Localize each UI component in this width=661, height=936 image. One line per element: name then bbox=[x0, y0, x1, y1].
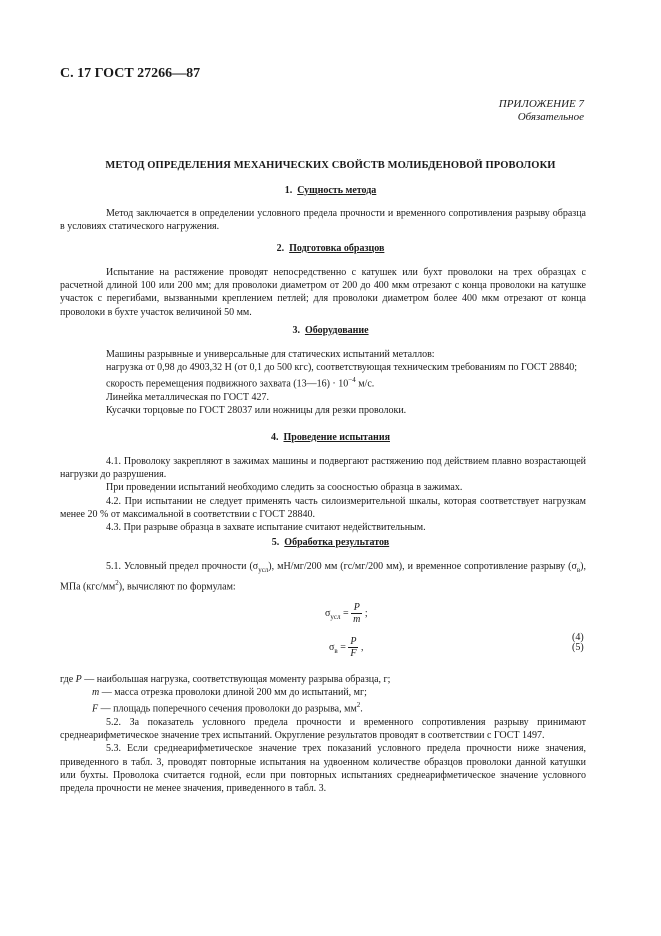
formula-5-numerator: P bbox=[350, 636, 357, 647]
where-line-p bbox=[60, 673, 586, 686]
clause-5-1 bbox=[60, 560, 586, 594]
clause-4-1-note: При проведении испытаний необходимо следить за соосностью образца в зажимах. bbox=[106, 482, 463, 494]
section-3-title: Оборудование bbox=[304, 325, 369, 336]
appendix-label-block bbox=[499, 98, 584, 124]
section-2-paragraph: Испытание на растяжение проводят непосредственно с катушек или бухт проволоки на трех образцах с расчетной длиной 100 или 200 мм; для проволоки диаметром от 200 до 400 мкм отрезают с конца проволоки на катушке участок с перегибами, вызванными креплением петлей; для проволоки диаметром более 400 мкм отрезают от конца проволоки в бухте участок величиной 50 мм. bbox=[60, 267, 586, 318]
formula-5-terminator: , bbox=[360, 641, 364, 653]
clause-4-2: 4.2. При испытании не следует применять часть силоизмерительной шкалы, которая соответствует нагрузкам менее 20 % от максимальной в соответствии с ГОСТ 28840. bbox=[60, 495, 586, 520]
clause-5-1-text-d: ), вычисляют по формулам: bbox=[118, 581, 236, 593]
where-p-desc: — наибольшая нагрузка, соответствующая моменту разрыва образца, г; bbox=[81, 674, 391, 685]
equipment-line-4: Линейка металлическая по ГОСТ 427. bbox=[106, 391, 269, 403]
section-4-heading bbox=[0, 432, 661, 443]
where-f-exponent: 2 bbox=[356, 701, 361, 710]
formula-4-fraction bbox=[351, 602, 362, 625]
where-word: где bbox=[60, 674, 76, 685]
formula-4-subscript: усл bbox=[330, 612, 341, 621]
var-p: P bbox=[75, 674, 82, 685]
section-4-number: 4. bbox=[271, 432, 279, 443]
section-5-body bbox=[60, 673, 586, 795]
formula-5-equals: = bbox=[340, 641, 346, 653]
speed-text: скорость перемещения подвижного захвата (13—16) · 10 bbox=[106, 378, 349, 390]
formula-4-number: (4) bbox=[572, 632, 584, 643]
section-2-title: Подготовка образцов bbox=[289, 243, 385, 254]
section-4-body bbox=[60, 455, 586, 534]
clause-5-1-text-a: 5.1. Условный предел прочности (σ bbox=[106, 561, 259, 572]
clause-5-3: 5.3. Если среднеарифметическое значение трех показаний условного предела прочности ниже значения, приведенного в табл. 3, проводят повторные испытания на удвоенном количестве образцов проволоки данной катушки или бухты. Проволока считается годной, если при повторных испытаниях среднеарифметическое значение условного предела прочности не менее значения, приведенного в табл. 3. bbox=[60, 743, 586, 794]
formula-4-sigma: σ bbox=[325, 607, 331, 619]
where-f-end: . bbox=[360, 703, 363, 715]
clause-5-1-text-c: ), МПа (кгс/мм bbox=[60, 561, 587, 593]
section-1-heading bbox=[0, 185, 661, 196]
sigma-v-subscript: в bbox=[576, 566, 581, 574]
mm-squared-exponent: 2 bbox=[115, 579, 119, 588]
where-line-m bbox=[60, 686, 586, 699]
section-2-body bbox=[60, 266, 586, 319]
sigma-usl-subscript: усл bbox=[258, 566, 269, 574]
section-4-title: Проведение испытания bbox=[283, 432, 390, 443]
formula-5-denominator: F bbox=[350, 648, 357, 659]
section-2-heading bbox=[0, 243, 661, 254]
speed-exponent: −4 bbox=[348, 376, 356, 385]
clause-4-3: 4.3. При разрыве образца в захвате испытание считают недействительным. bbox=[106, 522, 426, 534]
formula-5-number: (5) bbox=[572, 642, 584, 653]
clause-4-1: 4.1. Проволоку закрепляют в зажимах машины и подвергают растяжению под действием плавно возрастающей нагрузки до разрушения. bbox=[60, 456, 586, 481]
section-5-title: Обработка результатов bbox=[284, 537, 390, 548]
section-5-number: 5. bbox=[271, 537, 280, 548]
section-3-body bbox=[60, 348, 586, 417]
section-1-body bbox=[60, 207, 586, 233]
where-f-desc: — площадь поперечного сечения проволоки до разрыва, мм bbox=[98, 703, 357, 715]
appendix-label: ПРИЛОЖЕНИЕ 7 bbox=[498, 98, 584, 110]
section-5-intro bbox=[60, 560, 586, 594]
section-1-title: Сущность метода bbox=[297, 185, 377, 196]
var-m: m bbox=[92, 687, 100, 699]
where-m-desc: — масса отрезка проволоки длиной 200 мм до испытаний, мг; bbox=[99, 687, 367, 699]
equipment-line-2: нагрузка от 0,98 до 4903,32 Н (от 0,1 до 500 кгс), соответствующая техническим требованиям по ГОСТ 28840; bbox=[106, 362, 577, 374]
formula-4-equals: = bbox=[343, 607, 349, 619]
formula-4-numerator: P bbox=[351, 602, 362, 614]
where-line-f bbox=[60, 699, 586, 716]
section-5-heading bbox=[0, 537, 661, 548]
var-f: F bbox=[92, 703, 99, 715]
appendix-status: Обязательное bbox=[517, 111, 584, 123]
formula-5 bbox=[329, 636, 363, 659]
clause-5-2: 5.2. За показатель условного предела прочности и временного сопротивления разрыву принимают среднеарифметическое значение трех испытаний. Округление результатов проводят в соответствии с ГОСТ 1497. bbox=[60, 716, 586, 742]
section-3-number: 3. bbox=[292, 325, 300, 336]
formula-4-denominator: m bbox=[353, 614, 361, 625]
section-3-heading bbox=[0, 325, 661, 336]
document-title: МЕТОД ОПРЕДЕЛЕНИЯ МЕХАНИЧЕСКИХ СВОЙСТВ МОЛИБДЕНОВОЙ ПРОВОЛОКИ bbox=[105, 160, 556, 171]
formula-5-fraction bbox=[348, 636, 358, 659]
section-1-paragraph: Метод заключается в определении условного предела прочности и временного сопротивления разрыву образца в условиях статического нагружения. bbox=[60, 208, 586, 233]
formula-4-terminator: ; bbox=[364, 607, 368, 619]
equipment-line-3 bbox=[60, 374, 586, 391]
equipment-line-1: Машины разрывные и универсальные для статических испытаний металлов: bbox=[106, 349, 435, 360]
page-header: С. 17 ГОСТ 27266—87 bbox=[60, 66, 201, 81]
formula-4 bbox=[325, 602, 368, 625]
section-2-number: 2. bbox=[276, 243, 285, 254]
formula-5-sigma: σ bbox=[329, 641, 335, 653]
speed-unit: м/с. bbox=[355, 378, 375, 390]
formula-5-subscript: в bbox=[334, 646, 338, 655]
clause-5-1-text-b: ), мН/мг/200 мм (гс/мг/200 мм), и временное сопротивление разрыву (σ bbox=[268, 561, 577, 572]
section-1-number: 1. bbox=[284, 185, 293, 196]
equipment-line-5: Кусачки торцовые по ГОСТ 28037 или ножницы для резки проволоки. bbox=[106, 405, 407, 417]
